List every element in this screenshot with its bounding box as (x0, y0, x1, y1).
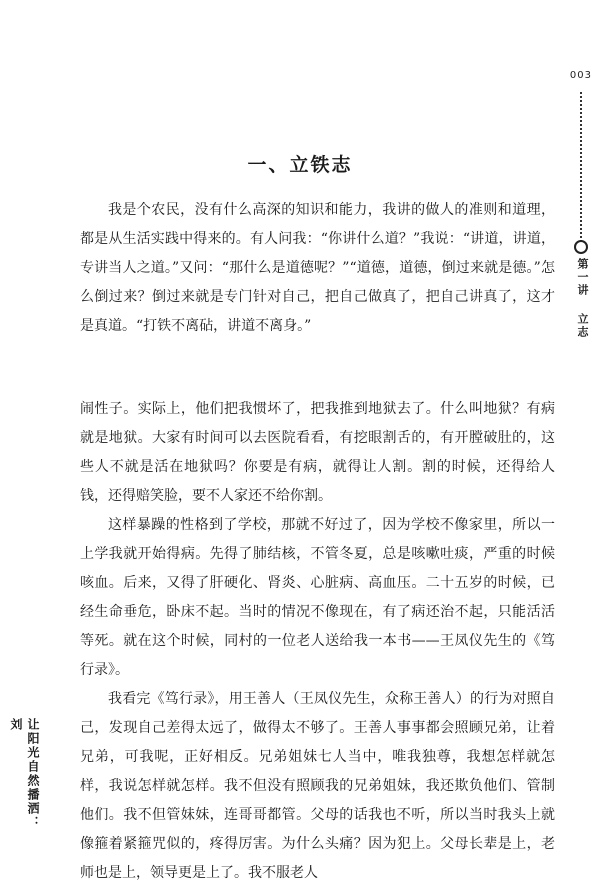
body-paragraph: 这样暴躁的性格到了学校，那就不好过了，因为学校不像家里，所以一上学我就开始得病。先得了肺结核，不管冬夏，总是咳嗽吐痰，严重的时候咳血。后来，又得了肝硬化、肾炎、心脏病、高血压。二十五岁的时候，已经生命垂危，卧床不起。当时的情况不像现在，有了病还治不起，只能活活等死。就在这个时候，同村的一位老人送给我一本书——王凤仪先生的《笃行录》。 (80, 517, 555, 678)
running-head: 让阳光自然播洒：刘 (9, 718, 40, 830)
intro-section (80, 196, 555, 341)
chapter-side-tab (574, 258, 590, 339)
body-section (80, 395, 555, 888)
chapter-topic: 立志 (576, 312, 589, 339)
page-number: 003 (569, 70, 592, 81)
section-title: 一、立铁志 (247, 154, 353, 176)
chapter-label: 第一讲 (576, 258, 589, 297)
intro-paragraph: 我是个农民，没有什么高深的知识和能力，我讲的做人的准则和道理，都是从生活实践中得来的。有人问我：“你讲什么道？”我说：“讲道，讲道，专讲当人之道。”又问：“那什么是道德呢？”“道德，道德，倒过来就是德。”怎么倒过来？倒过来就是专门针对自己，把自己做真了，把自己讲真了，这才是真道。“打铁不离砧，讲道不离身。” (80, 202, 555, 334)
body-paragraph: 我看完《笃行录》，用王善人（王凤仪先生，众称王善人）的行为对照自己，发现自己差得太远了，做得太不够了。王善人事事都会照顾兄弟，让着兄弟，可我呢，正好相反。兄弟姐妹七人当中，唯我独尊，我想怎样就怎样，我说怎样就怎样。我不但没有照顾我的兄弟姐妹，我还欺负他们、管制他们。我不但管妹妹，连哥哥都管。父母的话我也不听，所以当时我头上就像箍着紧箍咒似的，疼得厉害。为什么头痛？因为犯上。父母长辈是上，老师也是上，领导更是上了。我不服老人 (80, 691, 555, 881)
side-ring-marker (574, 240, 588, 254)
body-paragraph: 闹性子。实际上，他们把我惯坏了，把我推到地狱去了。什么叫地狱？有病就是地狱。大家有时间可以去医院看看，有挖眼割舌的，有开膛破肚的，这些人不就是活在地狱吗？你要是有病，就得让人割。割的时候，还得给人钱，还得赔笑脸，要不人家还不给你割。 (80, 401, 555, 504)
